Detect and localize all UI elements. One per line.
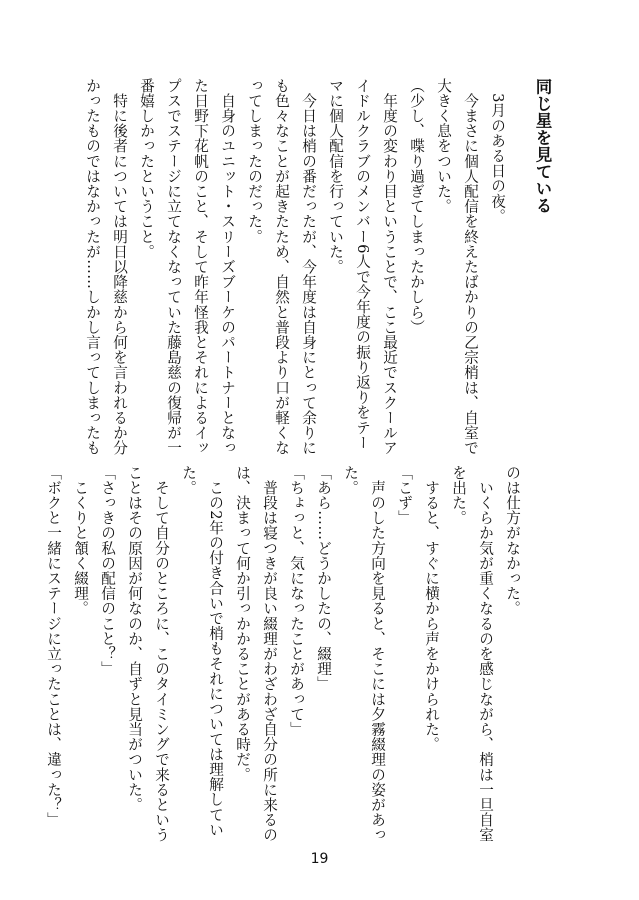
text-line: ことはその原因が何なのか、自ずと見当がついた。 (126, 465, 143, 813)
text-line: 今まさに個人配信を終えたばかりの乙宗梢は、自室で (462, 78, 479, 456)
text-line: 3月のある日の夜。 (489, 78, 506, 224)
text-line: も色々なことが起きたため、自然と普段より口が軽くな (273, 78, 290, 456)
text-line: のは仕方がなかった。 (504, 465, 521, 616)
text-line: 番嬉しかったということ。 (138, 78, 155, 260)
text-line: こくりと頷く綴理。 (72, 465, 89, 616)
text-line: 今日は梢の番だったが、今年度は自身にとって余りに (300, 78, 317, 456)
text-line: いくらか気が重くなるのを感じながら、梢は一旦自室 (477, 465, 494, 843)
text-line: プスでステージに立てなくなっていた藤島慈の復帰が一 (165, 78, 182, 456)
chapter-title: 同じ星を見ている (533, 78, 552, 214)
text-line: 「こず」 (396, 465, 413, 526)
text-line: 年度の変わり目ということで、ここ最近でスクールア (381, 78, 398, 456)
text-line: た。 (342, 465, 359, 496)
page-number: 19 (310, 851, 329, 867)
text-line: 「ちょっと、気になったことがあって」 (288, 465, 305, 737)
text-line: 「ボクと一緒にステージに立ったことは、違った？」 (45, 465, 62, 828)
bottom-text-block (40, 465, 526, 843)
text-line: （少し、喋り過ぎてしまったかしら） (408, 78, 425, 335)
text-line: 「あら……どうかしたの、綴理」 (315, 465, 332, 692)
text-line: は、決まって何か引っかかることがある時だ。 (234, 465, 251, 783)
text-line: 特に後者については明日以降慈から何を言われるか分 (111, 78, 128, 456)
text-line: た日野下花帆のこと、そして昨年怪我とそれによるイッ (192, 78, 209, 456)
text-line: 「さっきの私の配信のこと？」 (99, 465, 116, 677)
text-line: 自身のユニット・スリーズブーケのパートナーとなっ (219, 78, 236, 456)
text-line: イドルクラブのメンバー6人で今年度の振り返りをテー (354, 78, 371, 451)
text-line: マに個人配信を行っていた。 (327, 78, 344, 275)
text-line: を出た。 (450, 465, 467, 526)
text-line: た。 (180, 465, 197, 496)
text-line: この2年の付き合いで梢もそれについては理解してい (207, 465, 224, 838)
text-line: そして自分のところに、このタイミングで来るという (153, 465, 170, 843)
top-text-block (79, 78, 556, 456)
text-line: 声のした方向を見ると、そこには夕霧綴理の姿があっ (369, 465, 386, 843)
text-line: 普段は寝つきが良い綴理がわざわざ自分の所に来るの (261, 465, 278, 843)
text-line: ってしまったのだった。 (246, 78, 263, 245)
text-line: すると、すぐに横から声をかけられた。 (423, 465, 440, 752)
text-line: かったものではなかったが……しかし言ってしまったも (84, 78, 101, 456)
text-line: 大きく息をついた。 (435, 78, 452, 214)
